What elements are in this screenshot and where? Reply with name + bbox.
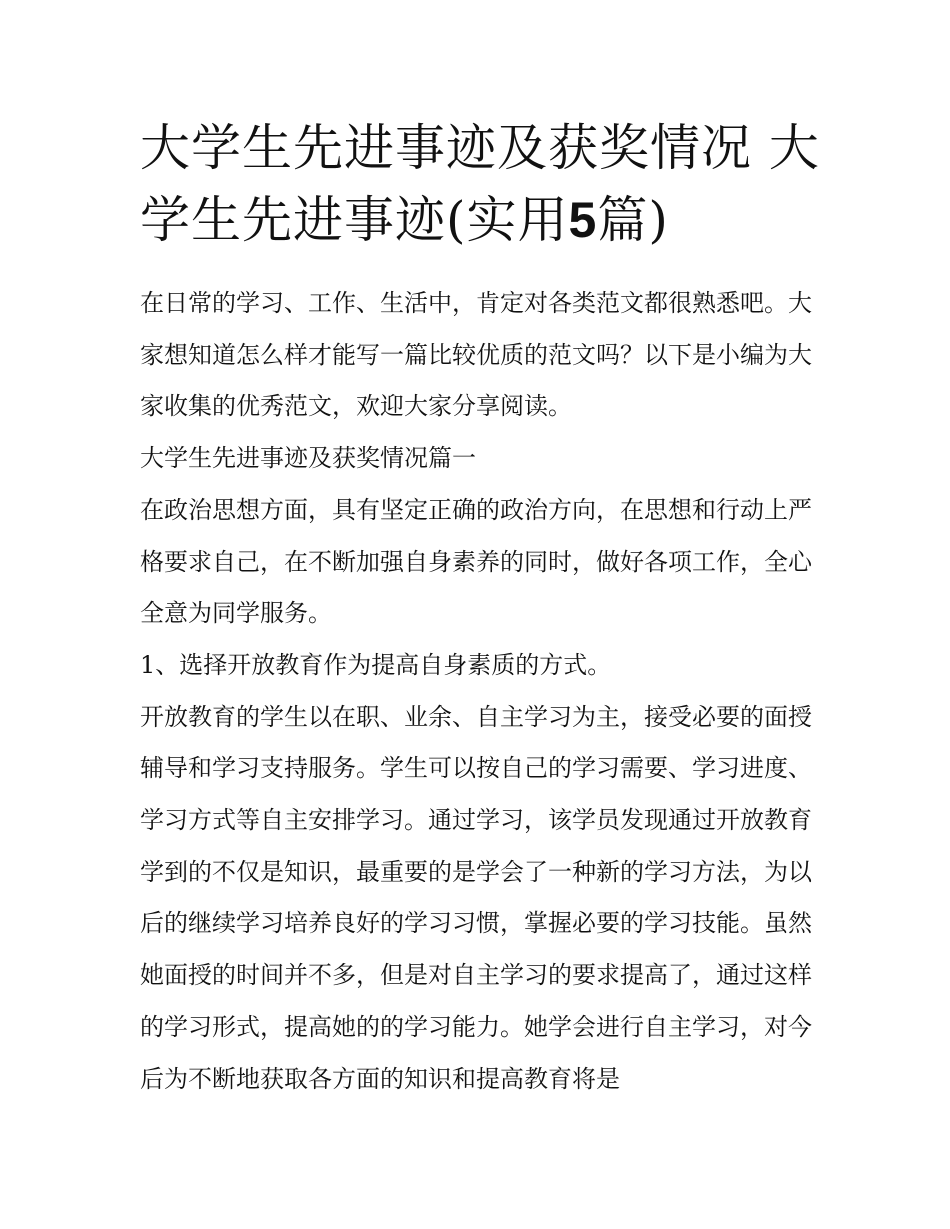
document-body: [140, 278, 815, 1105]
numbered-item: 1、选择开放教育作为提高自身素质的方式。: [140, 650, 612, 679]
body-paragraph: 在政治思想方面，具有坚定正确的政治方向，在思想和行动上严格要求自己，在不断加强自身素养的同时，做好各项工作，全心全意为同学服务。: [140, 495, 812, 628]
intro-paragraph: 在日常的学习、工作、生活中，肯定对各类范文都很熟悉吧。大家想知道怎么样才能写一篇比较优质的范文吗？以下是小编为大家收集的优秀范文，欢迎大家分享阅读。: [140, 289, 812, 421]
title-text-end: 篇): [597, 191, 669, 249]
document-title: [140, 112, 820, 256]
section-heading: 大学生先进事迹及获奖情况篇一: [140, 444, 476, 473]
title-number: 5: [568, 192, 598, 248]
title-text: 大学生先进事迹及获奖情况 大学生先进事迹(实用: [140, 119, 820, 249]
body-paragraph: 开放教育的学生以在职、业余、自主学习为主，接受必要的面授辅导和学习支持服务。学生可以按自己的学习需要、学习进度、学习方式等自主安排学习。通过学习，该学员发现通过开放教育学到的不仅是知识，最重要的是学会了一种新的学习方法，为以后的继续学习培养良好的学习习惯，掌握必要的学习技能。虽然她面授的时间并不多，但是对自主学习的要求提高了，通过这样的学习形式，提高她的的学习能力。她学会进行自主学习，对今后为不断地获取各方面的知识和提高教育将是: [140, 702, 812, 1093]
